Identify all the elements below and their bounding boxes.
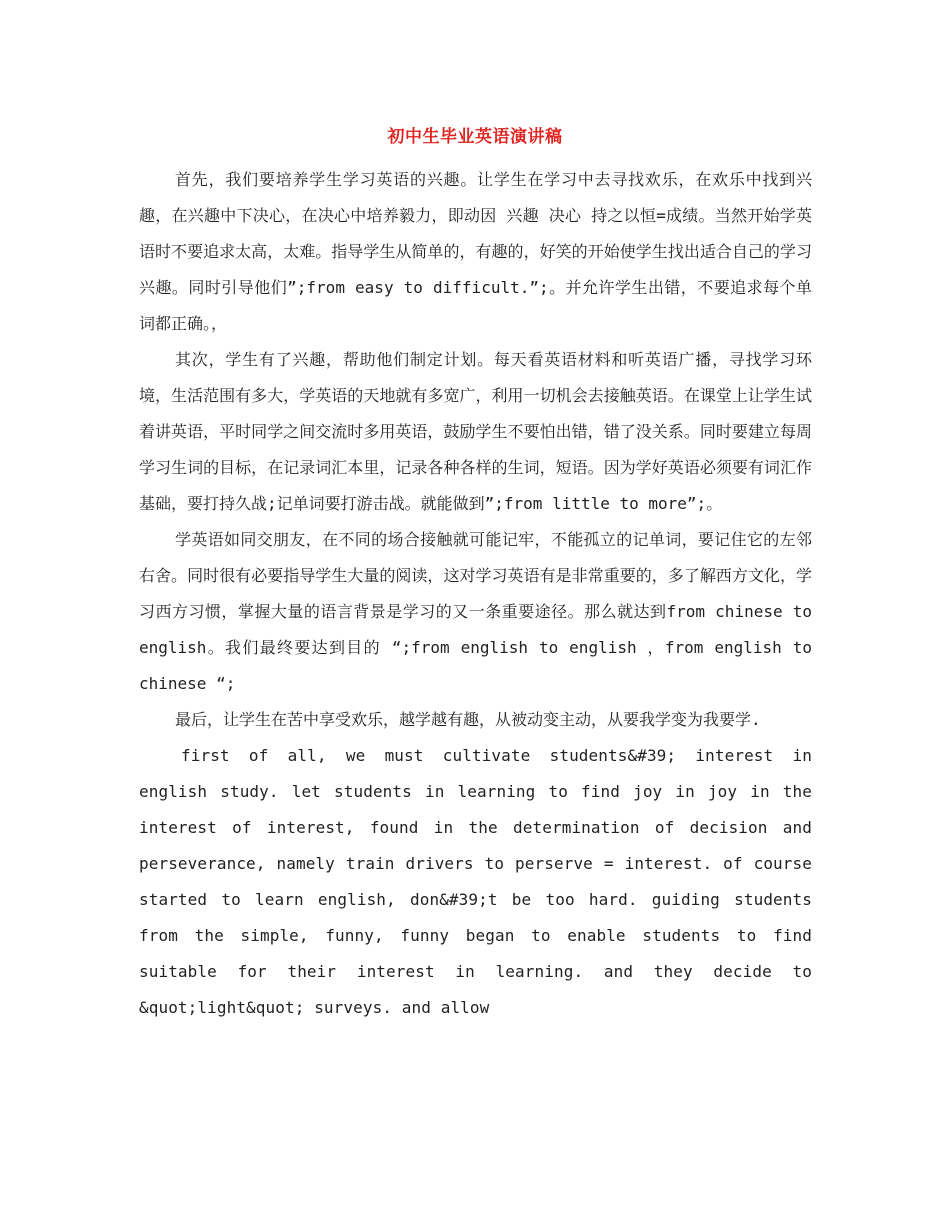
document-title: 初中生毕业英语演讲稿 — [387, 127, 563, 147]
document-body — [139, 162, 812, 1026]
paragraph-plan: 其次，学生有了兴趣，帮助他们制定计划。每天看英语材料和听英语广播，寻找学习环境，生活范围有多大，学英语的天地就有多宽广，利用一切机会去接触英语。在课堂上让学生试着讲英语，平时同学之间交流时多用英语，鼓励学生不要怕出错，错了没关系。同时要建立每周学习生词的目标，在记录词汇本里，记录各种各样的生词，短语。因为学好英语必须要有词汇作基础，要打持久战;记单词要打游击战。就能做到”;from little to more”;。 — [139, 350, 812, 513]
paragraph-english: first of all, we must cultivate students&#39; interest in english study. let students in learning to find joy in joy in the interest of interest, found in the determination of decision and perseverance, namely train drivers to perserve = interest. of course started to learn english, don&#39;t be too hard. guiding students from the simple, funny, funny began to enable students to find suitable for their interest in learning. and they decide to &quot;light&quot; surveys. and allow — [139, 746, 812, 1017]
paragraph-friends: 学英语如同交朋友，在不同的场合接触就可能记牢，不能孤立的记单词，要记住它的左邻右舍。同时很有必要指导学生大量的阅读，这对学习英语有是非常重要的，多了解西方文化，学习西方习惯，掌握大量的语言背景是学习的又一条重要途径。那么就达到from chinese to english。我们最终要达到目的 “;from english to english ，from english to chinese “; — [139, 530, 812, 693]
paragraph-finally: 最后，让学生在苦中享受欢乐，越学越有趣，从被动变主动，从要我学变为我要学. — [175, 710, 761, 729]
paragraph-interest: 首先，我们要培养学生学习英语的兴趣。让学生在学习中去寻找欢乐，在欢乐中找到兴趣，在兴趣中下决心，在决心中培养毅力，即动因 兴趣 决心 持之以恒=成绩。当然开始学英语时不要追求太高，太难。指导学生从简单的，有趣的，好笑的开始使学生找出适合自己的学习兴趣。同时引导他们”;from easy to difficult.”;。并允许学生出错，不要追求每个单词都正确。， — [139, 170, 812, 333]
